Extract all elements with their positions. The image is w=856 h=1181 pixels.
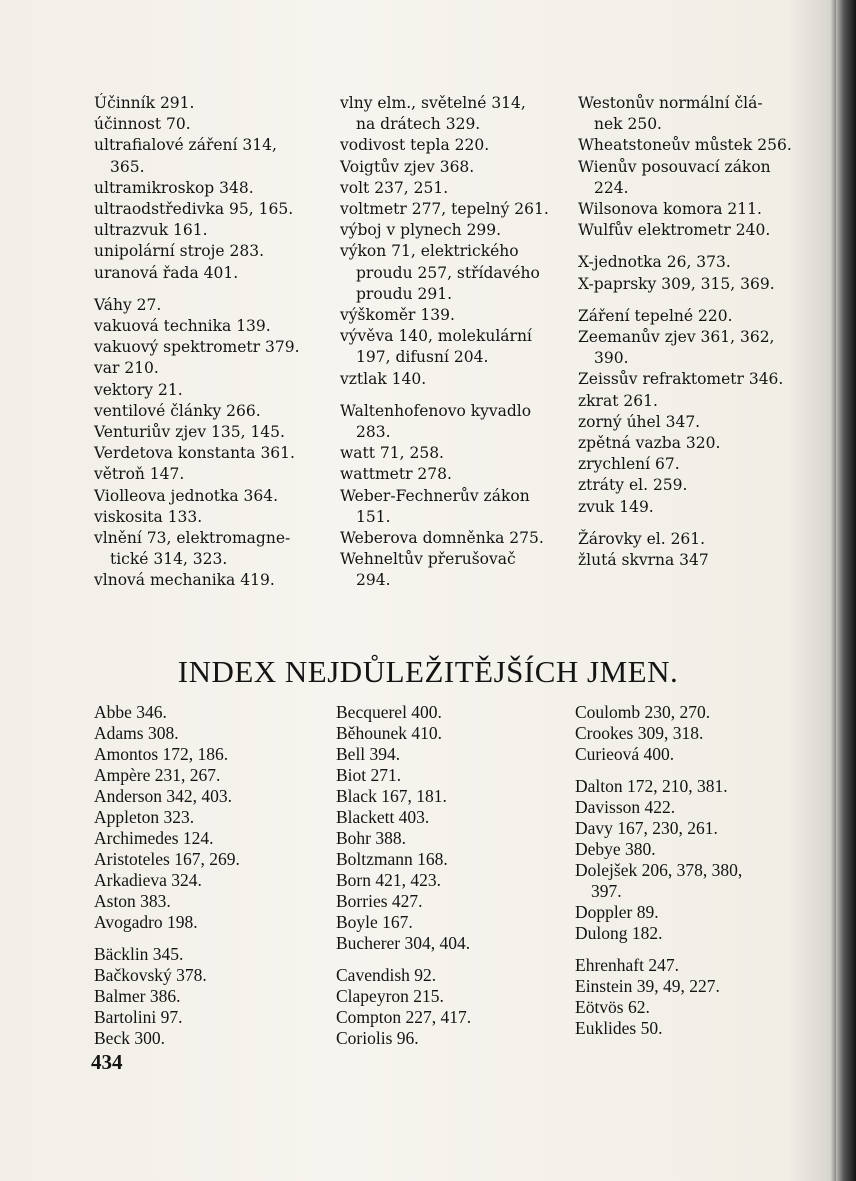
index-entry: Záření tepelné 220. (578, 306, 733, 325)
index-entry: Dalton 172, 210, 381. (575, 776, 728, 796)
index-entry: Coulomb 230, 270. (575, 702, 711, 722)
index-entry: 390. (594, 349, 629, 368)
index-entry: výškoměr 139. (340, 306, 455, 325)
index-entry: Einstein 39, 49, 227. (575, 976, 720, 996)
index-entry: tické 314, 323. (110, 550, 228, 569)
index-entry: Borries 427. (336, 891, 423, 911)
page-number: 434 (91, 1050, 123, 1074)
subject-index-column-2 (340, 93, 549, 592)
index-entry: Wheatstoneův můstek 256. (578, 136, 792, 155)
index-entry: Biot 271. (336, 765, 402, 785)
index-entry: větroň 147. (94, 465, 185, 484)
index-entry: Bell 394. (336, 744, 401, 764)
index-entry: Boltzmann 168. (336, 849, 448, 869)
index-entry: Appleton 323. (94, 807, 195, 827)
index-entry: 294. (356, 571, 391, 590)
index-entry: Curieová 400. (575, 744, 675, 764)
index-entry: Archimedes 124. (94, 828, 214, 848)
index-entry: Váhy 27. (94, 295, 162, 314)
index-entry: Blackett 403. (336, 807, 430, 827)
index-entry: Wilsonova komora 211. (578, 200, 762, 219)
index-entry: Wulfův elektrometr 240. (578, 221, 771, 240)
index-entry: Běhounek 410. (336, 723, 442, 743)
index-entry: Bäcklin 345. (94, 944, 184, 964)
index-entry: Debye 380. (575, 839, 656, 859)
index-entry: Bucherer 304, 404. (336, 933, 471, 953)
index-entry: vlnění 73, elektromagne- (94, 529, 291, 548)
index-entry: ultraodstředivka 95, 165. (94, 200, 294, 219)
index-entry: nek 250. (594, 115, 662, 134)
index-entry: Crookes 309, 318. (575, 723, 704, 743)
index-entry: Voigtův zjev 368. (340, 157, 475, 176)
index-entry: Balmer 386. (94, 986, 181, 1006)
index-entry: vztlak 140. (340, 369, 427, 388)
index-entry: watt 71, 258. (340, 444, 444, 463)
index-entry: viskosita 133. (94, 507, 203, 526)
index-entry: Westonův normální člá- (578, 94, 763, 112)
index-entry: 397. (591, 881, 622, 901)
index-entry: 283. (356, 423, 391, 442)
index-entry: Cavendish 92. (336, 965, 437, 985)
index-entry: 365. (110, 157, 145, 176)
index-entry: vlnová mechanika 419. (94, 571, 275, 590)
index-entry: Verdetova konstanta 361. (94, 444, 295, 463)
index-entry: Weber-Fechnerův zákon (340, 486, 530, 505)
index-entry: Ampère 231, 267. (94, 765, 221, 785)
index-entry: výkon 71, elektrického (340, 242, 519, 261)
index-entry: účinnost 70. (94, 115, 191, 134)
index-entry: Violleova jednotka 364. (94, 486, 279, 505)
index-entry: Bohr 388. (336, 828, 406, 848)
index-entry: proudu 257, střídavého (356, 263, 540, 282)
index-entry: proudu 291. (356, 284, 452, 303)
index-entry: Venturiův zjev 135, 145. (94, 423, 285, 442)
index-entry: zvuk 149. (578, 497, 654, 516)
index-entry: Bačkovský 378. (94, 965, 207, 985)
index-entry: 224. (594, 178, 629, 197)
index-entry: Boyle 167. (336, 912, 413, 932)
index-entry: voltmetr 277, tepelný 261. (340, 200, 549, 219)
index-entry: Weberova domněnka 275. (340, 529, 544, 548)
index-entry: zpětná vazba 320. (578, 434, 721, 453)
index-entry: Born 421, 423. (336, 870, 441, 890)
index-entry: Amontos 172, 186. (94, 744, 229, 764)
index-entry: Doppler 89. (575, 902, 659, 922)
index-entry: ventilové články 266. (94, 401, 261, 420)
index-entry: Dulong 182. (575, 923, 663, 943)
book-spine-shadow (836, 0, 856, 1181)
subject-index-column-3 (578, 93, 792, 571)
index-entry: vývěva 140, molekulární (340, 327, 532, 346)
index-entry: výboj v plynech 299. (340, 221, 502, 240)
name-index-heading: INDEX NEJDŮLEŽITĚJŠÍCH JMEN. (177, 654, 679, 689)
index-entry: vektory 21. (94, 380, 183, 399)
index-entry: žlutá skvrna 347 (578, 551, 709, 570)
index-entry: Abbe 346. (94, 702, 167, 722)
index-entry: ultrafialové záření 314, (94, 136, 277, 155)
index-entry: volt 237, 251. (340, 178, 449, 197)
index-entry: Davy 167, 230, 261. (575, 818, 718, 838)
index-entry: X-paprsky 309, 315, 369. (578, 274, 775, 293)
index-entry: na drátech 329. (356, 115, 481, 134)
index-entry: ztráty el. 259. (578, 476, 688, 495)
index-entry: Dolejšek 206, 378, 380, (575, 860, 743, 880)
name-index-column-1 (94, 702, 240, 1049)
index-entry: Clapeyron 215. (336, 986, 444, 1006)
index-entry: Aston 383. (94, 891, 171, 911)
index-entry: Wienův posouvací zákon (578, 157, 771, 176)
index-entry: Becquerel 400. (336, 702, 442, 722)
index-entry: Žárovky el. 261. (578, 529, 706, 548)
index-entry: ultramikroskop 348. (94, 178, 254, 197)
index-entry: Waltenhofenovo kyvadlo (340, 401, 532, 420)
index-entry: Beck 300. (94, 1028, 165, 1048)
index-entry: Adams 308. (94, 723, 179, 743)
index-entry: vakuový spektrometr 379. (94, 338, 300, 357)
index-entry: Aristoteles 167, 269. (94, 849, 240, 869)
subject-index-column-1 (94, 93, 300, 592)
index-entry: unipolární stroje 283. (94, 242, 264, 261)
index-entry: uranová řada 401. (94, 263, 239, 282)
index-entry: Black 167, 181. (336, 786, 447, 806)
index-entry: Compton 227, 417. (336, 1007, 472, 1027)
index-entry: X-jednotka 26, 373. (578, 253, 731, 272)
index-entry: Euklides 50. (575, 1018, 663, 1038)
index-entry: wattmetr 278. (340, 465, 452, 484)
index-entry: Bartolini 97. (94, 1007, 183, 1027)
index-entry: Ehrenhaft 247. (575, 955, 679, 975)
index-entry: Avogadro 198. (94, 912, 198, 932)
index-entry: Zeissův refraktometr 346. (578, 370, 784, 389)
name-index-column-2 (336, 702, 471, 1049)
index-entry: 197, difusní 204. (356, 348, 489, 367)
index-entry: vakuová technika 139. (94, 317, 271, 336)
index-entry: zkrat 261. (578, 391, 658, 410)
index-entry: Coriolis 96. (336, 1028, 419, 1048)
index-entry: Eötvös 62. (575, 997, 650, 1017)
index-entry: Anderson 342, 403. (94, 786, 233, 806)
index-entry: zrychlení 67. (578, 455, 680, 474)
index-entry: vlny elm., světelné 314, (340, 94, 526, 112)
index-entry: 151. (356, 507, 391, 526)
index-entry: Wehneltův přerušovač (340, 550, 516, 569)
index-entry: zorný úhel 347. (578, 412, 701, 431)
index-entry: Účinník 291. (94, 94, 195, 112)
index-entry: vodivost tepla 220. (340, 136, 490, 155)
name-index-column-3 (575, 702, 742, 1039)
index-entry: Arkadieva 324. (94, 870, 202, 890)
index-entry: Zeemanův zjev 361, 362, (578, 328, 775, 347)
index-entry: ultrazvuk 161. (94, 221, 208, 240)
index-entry: Davisson 422. (575, 797, 676, 817)
index-entry: var 210. (94, 359, 159, 378)
